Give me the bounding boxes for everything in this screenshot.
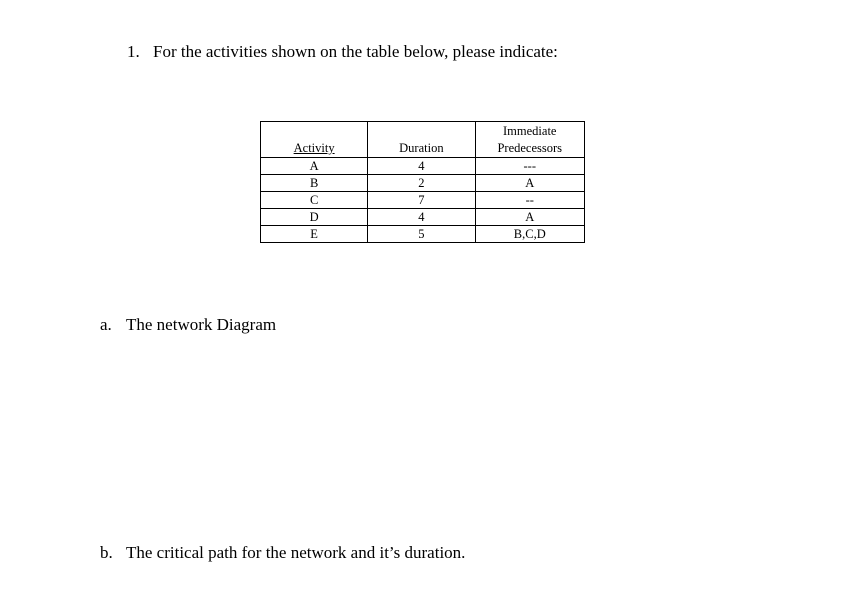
cell-activity: C: [261, 192, 368, 209]
cell-predecessors: B,C,D: [475, 226, 585, 243]
cell-predecessors: A: [475, 209, 585, 226]
cell-activity: D: [261, 209, 368, 226]
header-predecessors: Immediate Predecessors: [475, 122, 585, 158]
header-activity: Activity: [261, 122, 368, 158]
cell-predecessors: A: [475, 175, 585, 192]
table-row: [261, 192, 585, 209]
table-row: [261, 158, 585, 175]
table-row: [261, 226, 585, 243]
part-a-label: a.: [100, 315, 112, 334]
cell-activity: B: [261, 175, 368, 192]
table-header-row: [261, 122, 585, 158]
cell-predecessors: --: [475, 192, 585, 209]
table-row: [261, 175, 585, 192]
question-text: For the activities shown on the table below, please indicate:: [153, 42, 558, 61]
question-number: 1.: [127, 42, 140, 61]
part-a-text: The network Diagram: [126, 315, 277, 334]
header-duration: Duration: [368, 122, 475, 158]
cell-duration: 4: [368, 158, 475, 175]
part-a: [100, 315, 276, 335]
cell-activity: E: [261, 226, 368, 243]
cell-duration: 5: [368, 226, 475, 243]
activities-table: [260, 121, 585, 243]
cell-duration: 2: [368, 175, 475, 192]
cell-activity: A: [261, 158, 368, 175]
table-row: [261, 209, 585, 226]
cell-duration: 7: [368, 192, 475, 209]
part-b-text: The critical path for the network and it’s duration.: [126, 543, 466, 562]
question-1: [127, 42, 558, 62]
part-b: [100, 543, 465, 563]
cell-duration: 4: [368, 209, 475, 226]
part-b-label: b.: [100, 543, 113, 562]
cell-predecessors: ---: [475, 158, 585, 175]
